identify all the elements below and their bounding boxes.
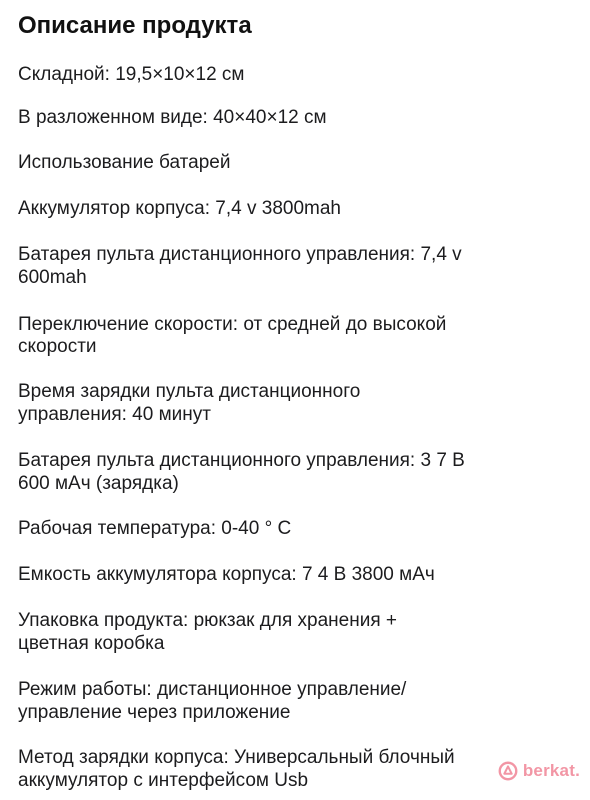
spec-body-battery: Аккумулятор корпуса: 7,4 v 3800mah: [18, 198, 341, 219]
berkat-logo-icon: [497, 760, 519, 782]
spec-remote-battery-line-1: Батарея пульта дистанционного управления: 7,4 v: [18, 244, 462, 265]
spec-speed-switch-line-1: Переключение скорости: от средней до высокой: [18, 314, 447, 335]
spec-charging-method-line-2: аккумулятор с интерфейсом Usb: [18, 770, 309, 791]
spec-remote-battery-2-line-2: 600 мАч (зарядка): [18, 473, 179, 494]
spec-operating-temperature: Рабочая температура: 0-40 ° С: [18, 518, 292, 539]
spec-remote-battery-2-line-1: Батарея пульта дистанционного управления: 3 7 В: [18, 450, 465, 471]
spec-charge-time-line-1: Время зарядки пульта дистанционного: [18, 381, 361, 402]
spec-operating-mode-line-2: управление через приложение: [18, 702, 291, 723]
spec-packaging-line-2: цветная коробка: [18, 633, 165, 654]
spec-speed-switch-line-2: скорости: [18, 336, 97, 357]
spec-charge-time-line-2: управления: 40 минут: [18, 404, 211, 425]
spec-remote-battery-line-2: 600mah: [18, 267, 87, 288]
page-title: Описание продукта: [18, 12, 252, 39]
spec-battery-usage: Использование батарей: [18, 152, 231, 173]
spec-body-battery-capacity: Емкость аккумулятора корпуса: 7 4 В 3800 мАч: [18, 564, 435, 585]
spec-folded-size: Складной: 19,5×10×12 см: [18, 64, 245, 85]
spec-charging-method-line-1: Метод зарядки корпуса: Универсальный блочный: [18, 747, 455, 768]
spec-packaging-line-1: Упаковка продукта: рюкзак для хранения +: [18, 610, 397, 631]
spec-unfolded-size: В разложенном виде: 40×40×12 см: [18, 107, 327, 128]
watermark-text: berkat.: [522, 761, 580, 780]
spec-operating-mode-line-1: Режим работы: дистанционное управление/: [18, 679, 407, 700]
watermark: [497, 760, 580, 782]
